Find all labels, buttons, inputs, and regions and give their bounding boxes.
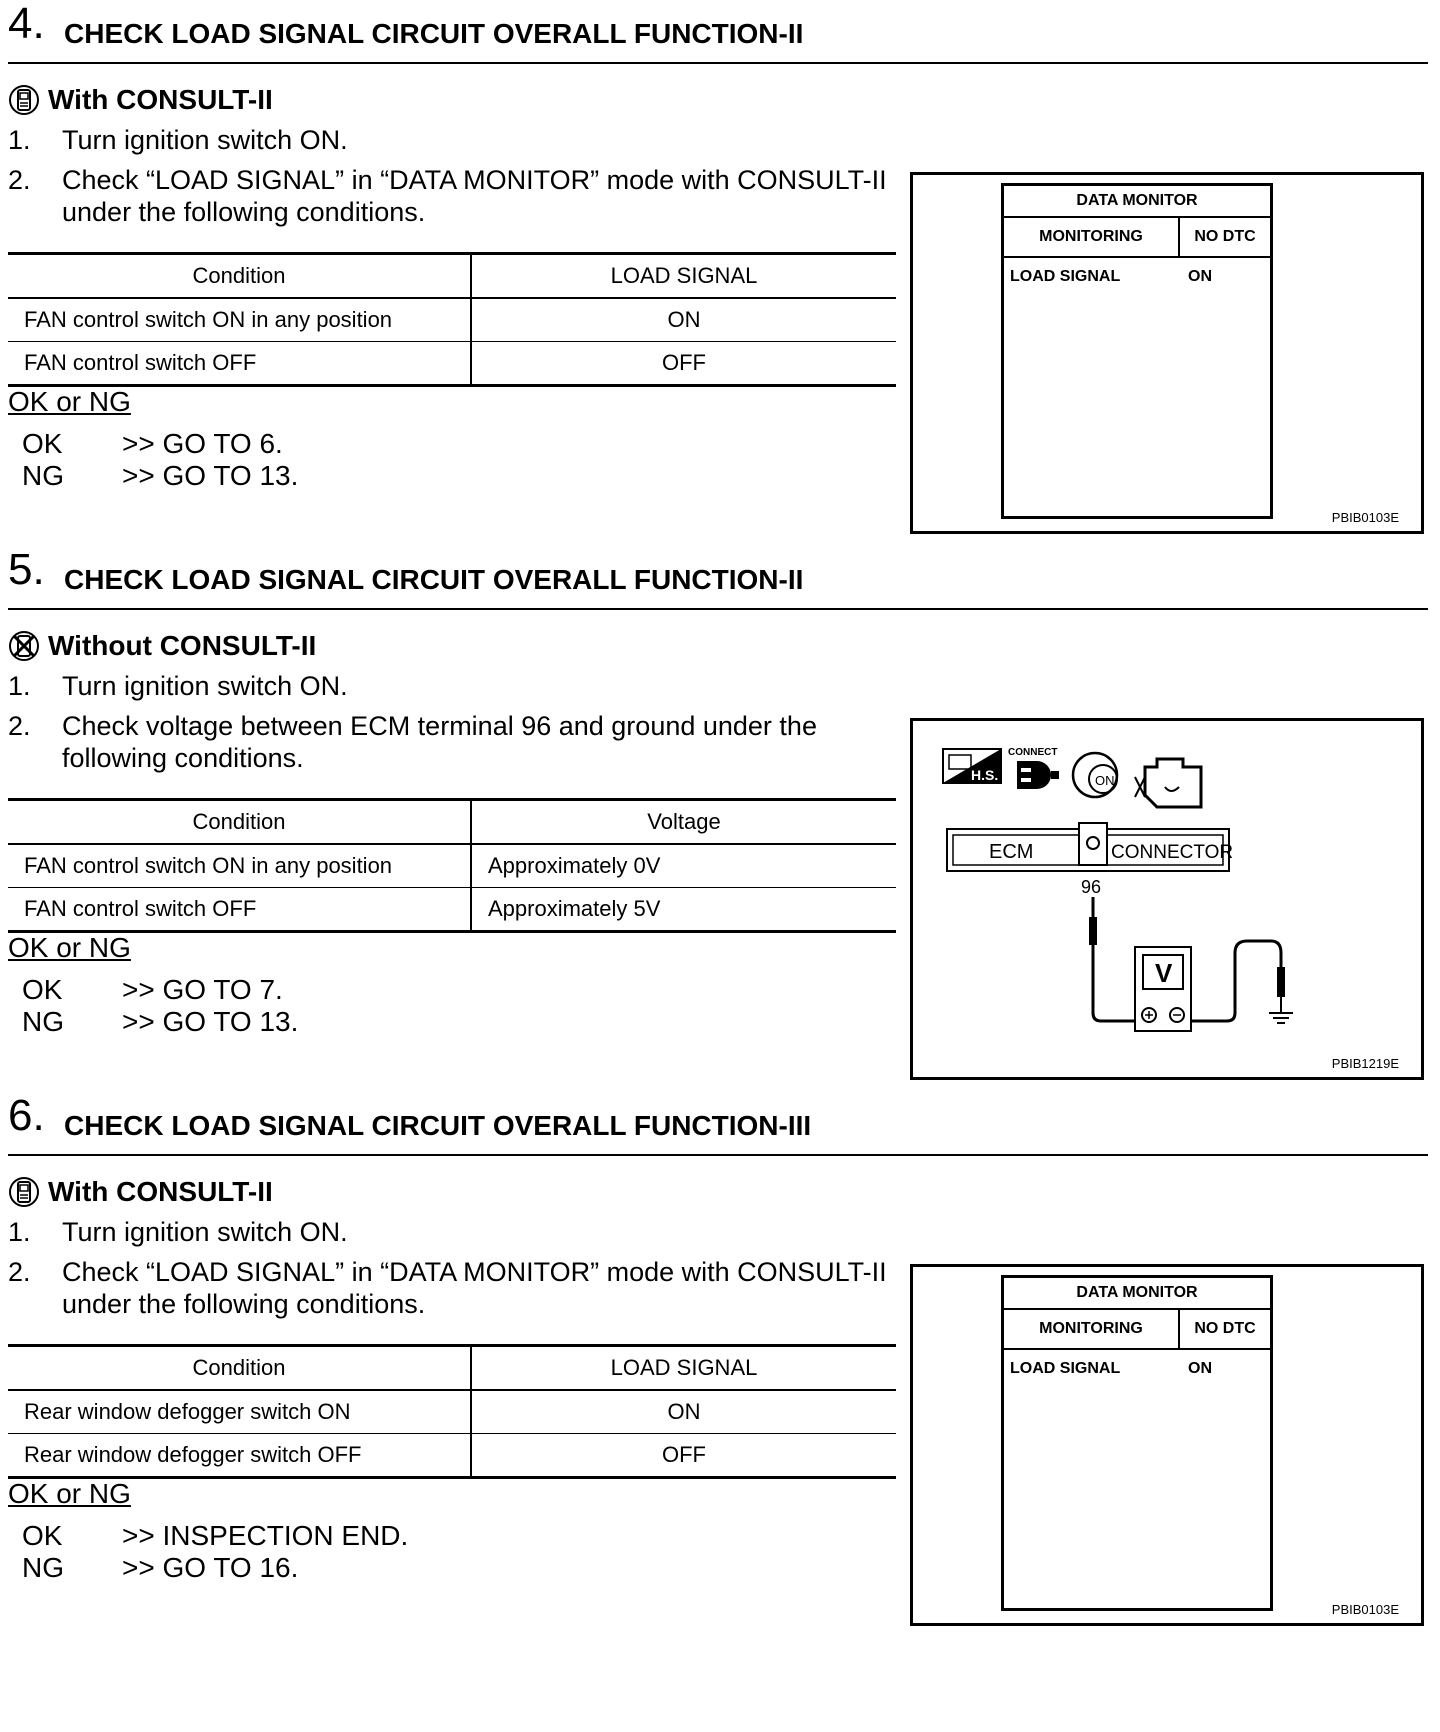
table-row — [8, 1390, 896, 1434]
voltmeter-icon — [1135, 947, 1191, 1031]
condition-table — [8, 798, 896, 933]
table-header-row — [8, 1346, 896, 1391]
table-cell: Approximately 0V — [471, 844, 896, 888]
voltage-check-diagram — [913, 721, 1421, 1077]
table-header: Condition — [8, 254, 471, 299]
ok-result — [22, 428, 283, 460]
table-cell: Rear window defogger switch OFF — [8, 1434, 471, 1478]
mode-text: With CONSULT-II — [48, 84, 273, 115]
table-cell: ON — [471, 298, 896, 342]
table-header: LOAD SIGNAL — [471, 254, 896, 299]
table-cell: OFF — [471, 342, 896, 386]
mode-text: With CONSULT-II — [48, 1176, 273, 1207]
table-cell: Rear window defogger switch ON — [8, 1390, 471, 1434]
instruction-number: 2. — [8, 165, 31, 195]
result-text: >> GO TO 13. — [122, 460, 299, 491]
figure-code: PBIB0103E — [1331, 510, 1399, 525]
table-header: Condition — [8, 1346, 471, 1391]
table-row — [8, 844, 896, 888]
monitoring-label: MONITORING — [1004, 218, 1180, 256]
table-row — [8, 342, 896, 386]
meter-label: V — [1155, 958, 1173, 988]
table-cell: Approximately 5V — [471, 888, 896, 932]
figure-code: PBIB1219E — [1331, 1056, 1399, 1071]
hs-icon — [943, 749, 1001, 783]
terminal-number: 96 — [1081, 877, 1102, 897]
instruction-number: 2. — [8, 711, 31, 741]
step-5-section — [0, 546, 1440, 1091]
ng-result — [22, 1552, 298, 1584]
no-consult-icon — [8, 630, 40, 662]
connector-icon — [1008, 747, 1059, 789]
table-header-row — [8, 800, 896, 845]
table-header: Condition — [8, 800, 471, 845]
mode-label — [8, 1176, 273, 1208]
result-text: >> GO TO 16. — [122, 1552, 299, 1583]
monitor-item-row — [1004, 268, 1270, 286]
consult-icon — [8, 1176, 40, 1208]
instruction-text: Check “LOAD SIGNAL” in “DATA MONITOR” mode with CONSULT-II under the following conditions. — [62, 165, 887, 227]
result-text: >> INSPECTION END. — [122, 1520, 409, 1551]
instruction-number: 1. — [8, 1217, 31, 1247]
step-heading — [8, 546, 1428, 610]
step-number: 5. — [8, 545, 45, 594]
table-row — [8, 298, 896, 342]
step-title: CHECK LOAD SIGNAL CIRCUIT OVERALL FUNCTION-II — [64, 564, 804, 595]
result-key: OK — [22, 974, 63, 1005]
dtc-status: NO DTC — [1194, 228, 1256, 245]
ignition-label: ON — [1095, 773, 1115, 788]
mode-label — [8, 84, 273, 116]
step-4-section — [0, 0, 1440, 545]
result-text: >> GO TO 6. — [122, 428, 283, 459]
monitor-item-name: LOAD SIGNAL — [1010, 1360, 1121, 1377]
figure-code: PBIB0103E — [1331, 1602, 1399, 1617]
monitor-item-value: ON — [1188, 268, 1212, 285]
instruction-number: 1. — [8, 125, 31, 155]
ng-result — [22, 460, 298, 492]
result-key: NG — [22, 460, 64, 491]
step-number: 6. — [8, 1091, 45, 1140]
mode-text: Without CONSULT-II — [48, 630, 317, 661]
table-row — [8, 888, 896, 932]
step-title: CHECK LOAD SIGNAL CIRCUIT OVERALL FUNCTION-II — [64, 18, 804, 49]
table-row — [8, 1434, 896, 1478]
ok-result — [22, 1520, 408, 1552]
step-number: 4. — [8, 0, 45, 48]
data-monitor-header — [1004, 1310, 1270, 1350]
ignition-on-icon — [1073, 753, 1117, 797]
instruction-text: Turn ignition switch ON. — [62, 1217, 348, 1247]
table-cell: FAN control switch ON in any position — [8, 844, 471, 888]
result-text: >> GO TO 13. — [122, 1006, 299, 1037]
ok-or-ng-label: OK or NG — [8, 932, 131, 963]
result-key: NG — [22, 1006, 64, 1037]
table-header: LOAD SIGNAL — [471, 1346, 896, 1391]
instruction-text: Turn ignition switch ON. — [62, 125, 348, 155]
instruction-text: Turn ignition switch ON. — [62, 671, 348, 701]
result-key: OK — [22, 428, 63, 459]
monitor-item-row — [1004, 1360, 1270, 1378]
table-header: Voltage — [471, 800, 896, 845]
ecm-connector — [947, 823, 1233, 871]
data-monitor-figure — [910, 172, 1424, 534]
ok-or-ng-label: OK or NG — [8, 386, 131, 417]
ok-or-ng-label: OK or NG — [8, 1478, 131, 1509]
data-monitor-title: DATA MONITOR — [1004, 1278, 1270, 1310]
data-monitor-figure — [910, 1264, 1424, 1626]
monitor-item-name: LOAD SIGNAL — [1010, 268, 1121, 285]
table-cell: ON — [471, 1390, 896, 1434]
instruction-number: 1. — [8, 671, 31, 701]
step-6-section — [0, 1092, 1440, 1637]
table-cell: FAN control switch OFF — [8, 888, 471, 932]
monitor-item-value: ON — [1188, 1360, 1212, 1377]
ng-result — [22, 1006, 298, 1038]
table-header-row — [8, 254, 896, 299]
voltage-check-figure — [910, 718, 1424, 1080]
step-title: CHECK LOAD SIGNAL CIRCUIT OVERALL FUNCTION-III — [64, 1110, 812, 1141]
instruction-text: Check voltage between ECM terminal 96 and ground under the following conditions. — [62, 711, 817, 773]
engine-icon — [1135, 759, 1201, 807]
ok-result — [22, 974, 283, 1006]
result-key: OK — [22, 1520, 63, 1551]
data-monitor-header — [1004, 218, 1270, 258]
dtc-status: NO DTC — [1194, 1320, 1256, 1337]
data-monitor-title: DATA MONITOR — [1004, 186, 1270, 218]
connector-label: CONNECTOR — [1111, 842, 1234, 863]
result-key: NG — [22, 1552, 64, 1583]
step-heading — [8, 1092, 1428, 1156]
monitoring-label: MONITORING — [1004, 1310, 1180, 1348]
table-cell: FAN control switch OFF — [8, 342, 471, 386]
result-text: >> GO TO 7. — [122, 974, 283, 1005]
condition-table — [8, 1344, 896, 1479]
consult-icon — [8, 84, 40, 116]
condition-table — [8, 252, 896, 387]
step-heading — [8, 0, 1428, 64]
instruction-text: Check “LOAD SIGNAL” in “DATA MONITOR” mode with CONSULT-II under the following conditions. — [62, 1257, 887, 1319]
hs-label: H.S. — [971, 767, 999, 783]
ecm-label: ECM — [989, 841, 1034, 863]
table-cell: FAN control switch ON in any position — [8, 298, 471, 342]
data-monitor-screen — [1001, 1275, 1273, 1611]
connect-label: CONNECT — [1008, 747, 1058, 758]
instruction-number: 2. — [8, 1257, 31, 1287]
data-monitor-screen — [1001, 183, 1273, 519]
mode-label — [8, 630, 316, 662]
table-cell: OFF — [471, 1434, 896, 1478]
